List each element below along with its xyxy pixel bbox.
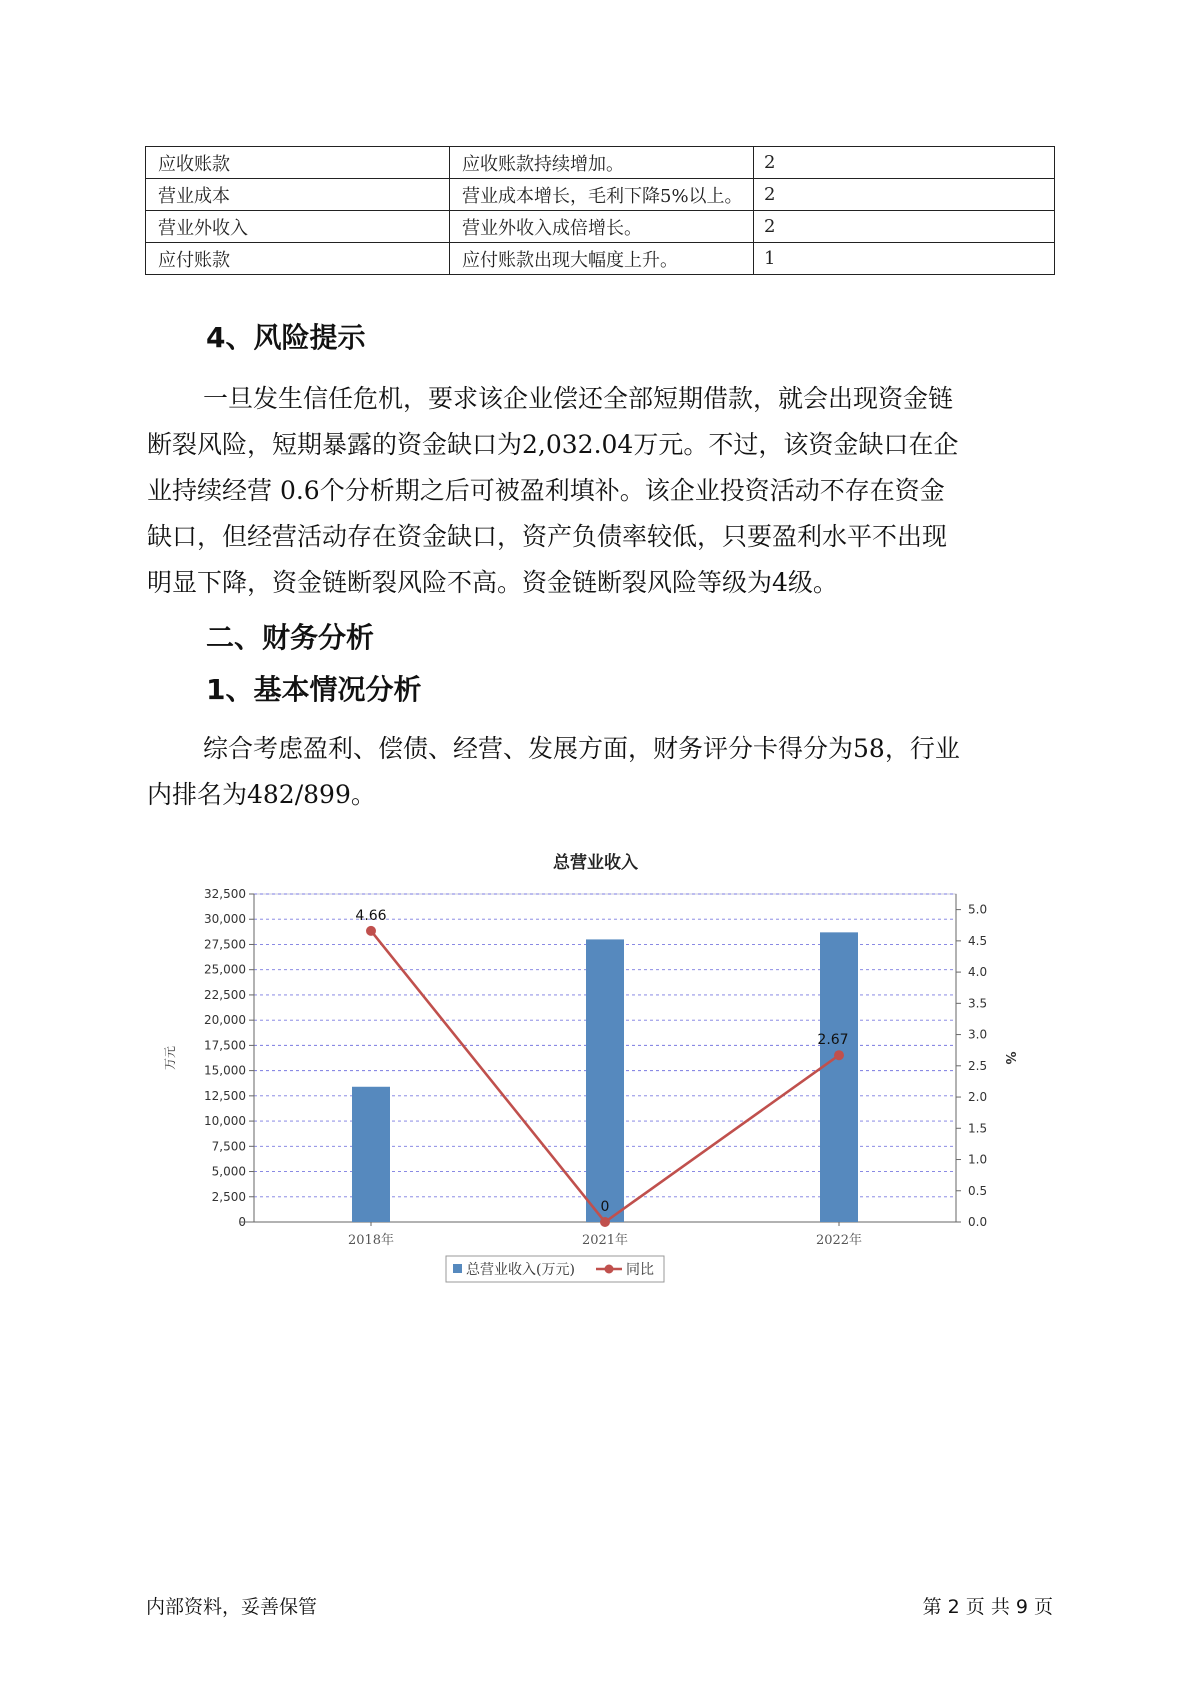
data-label: 4.66 — [355, 907, 387, 924]
table-cell-description: 应收账款持续增加。 — [450, 147, 754, 179]
paragraph-line: 内排名为482/899。 — [147, 780, 376, 809]
paragraph-line: 一旦发生信任危机，要求该企业偿还全部短期借款，就会出现资金链 — [203, 384, 954, 413]
x-tick-label: 2022年 — [815, 1233, 863, 1248]
paragraph-line: 断裂风险，短期暴露的资金缺口为2,032.04万元。不过，该资金缺口在企 — [147, 430, 959, 459]
yoy-point — [834, 1050, 844, 1060]
y2-tick-label: 0.5 — [968, 1183, 988, 1198]
x-tick-label: 2021年 — [581, 1233, 629, 1248]
table-row — [146, 243, 1055, 275]
paragraph-line: 明显下降，资金链断裂风险不高。资金链断裂风险等级为4级。 — [147, 568, 838, 597]
x-tick-label: 2018年 — [347, 1233, 395, 1248]
risk-indicator-table — [145, 146, 1055, 275]
y-tick-label: 32,500 — [204, 887, 246, 901]
table-cell-description: 营业成本增长，毛利下降5%以上。 — [450, 179, 754, 211]
data-label: 2.67 — [817, 1032, 849, 1049]
table-row — [146, 179, 1055, 211]
data-label: 0 — [600, 1199, 610, 1215]
y2-tick-label: 0.0 — [968, 1215, 988, 1229]
chart-title: 总营业收入 — [553, 853, 638, 873]
legend-label: 总营业收入(万元) — [466, 1262, 575, 1278]
legend-swatch-bar — [453, 1264, 462, 1273]
y2-tick-label: 4.5 — [968, 933, 988, 948]
y-tick-label: 27,500 — [204, 937, 246, 952]
y-tick-label: 17,500 — [204, 1038, 246, 1053]
y-tick-label: 5,000 — [211, 1164, 246, 1179]
paragraph-line: 综合考虑盈利、偿债、经营、发展方面，财务评分卡得分为58，行业 — [203, 734, 960, 763]
y-tick-label: 25,000 — [204, 962, 246, 977]
y2-tick-label: 1.5 — [968, 1121, 988, 1136]
legend-swatch-point — [605, 1265, 614, 1274]
yoy-point — [600, 1217, 610, 1227]
finance-paragraph — [147, 726, 1049, 818]
table-cell-score: 2 — [754, 179, 1055, 211]
yoy-point — [366, 926, 376, 936]
y2-tick-label: 2.5 — [968, 1058, 988, 1073]
page-number: 第 2 页 共 9 页 — [922, 1596, 1053, 1618]
y-axis-label: 万元 — [163, 1045, 177, 1071]
y2-tick-label: 1.0 — [968, 1152, 988, 1167]
y2-tick-label: 3.0 — [968, 1027, 988, 1042]
y-tick-label: 7,500 — [211, 1139, 246, 1154]
y-tick-label: 2,500 — [211, 1189, 246, 1204]
revenue-bar — [586, 939, 624, 1222]
y-tick-label: 10,000 — [204, 1114, 246, 1129]
basic-analysis-heading: 1、基本情况分析 — [206, 673, 422, 706]
table-cell-item: 营业外收入 — [146, 211, 450, 243]
y2-tick-label: 5.0 — [968, 902, 988, 917]
y-tick-label: 12,500 — [204, 1088, 246, 1103]
y-tick-label: 20,000 — [204, 1013, 246, 1028]
finance-heading: 二、财务分析 — [206, 621, 375, 654]
paragraph-line: 缺口，但经营活动存在资金缺口，资产负债率较低，只要盈利水平不出现 — [147, 522, 948, 551]
y2-tick-label: 3.5 — [968, 996, 988, 1011]
table-cell-score: 1 — [754, 243, 1055, 275]
table-cell-score: 2 — [754, 211, 1055, 243]
table-cell-description: 营业外收入成倍增长。 — [450, 211, 754, 243]
legend-label: 同比 — [626, 1262, 654, 1278]
table-cell-item: 营业成本 — [146, 179, 450, 211]
y-tick-label: 0 — [238, 1215, 246, 1229]
risk-paragraph — [147, 376, 1049, 606]
table-cell-item: 应收账款 — [146, 147, 450, 179]
confidential-note: 内部资料，妥善保管 — [146, 1596, 318, 1618]
table-row — [146, 211, 1055, 243]
y2-tick-label: 2.0 — [968, 1090, 988, 1105]
y-tick-label: 22,500 — [204, 987, 246, 1002]
revenue-bar — [820, 932, 858, 1222]
table-cell-item: 应付账款 — [146, 243, 450, 275]
table-cell-score: 2 — [754, 147, 1055, 179]
table-row — [146, 147, 1055, 179]
y2-axis-label: % — [1002, 1051, 1017, 1065]
risk-heading: 4、风险提示 — [206, 321, 366, 354]
table-cell-description: 应付账款出现大幅度上升。 — [450, 243, 754, 275]
paragraph-line: 业持续经营 0.6个分析期之后可被盈利填补。该企业投资活动不存在资金 — [147, 476, 945, 505]
y2-tick-label: 4.0 — [968, 965, 988, 980]
revenue-bar — [352, 1087, 390, 1222]
y-tick-label: 30,000 — [204, 912, 246, 927]
revenue-chart — [150, 880, 1030, 1300]
y-tick-label: 15,000 — [204, 1063, 246, 1078]
